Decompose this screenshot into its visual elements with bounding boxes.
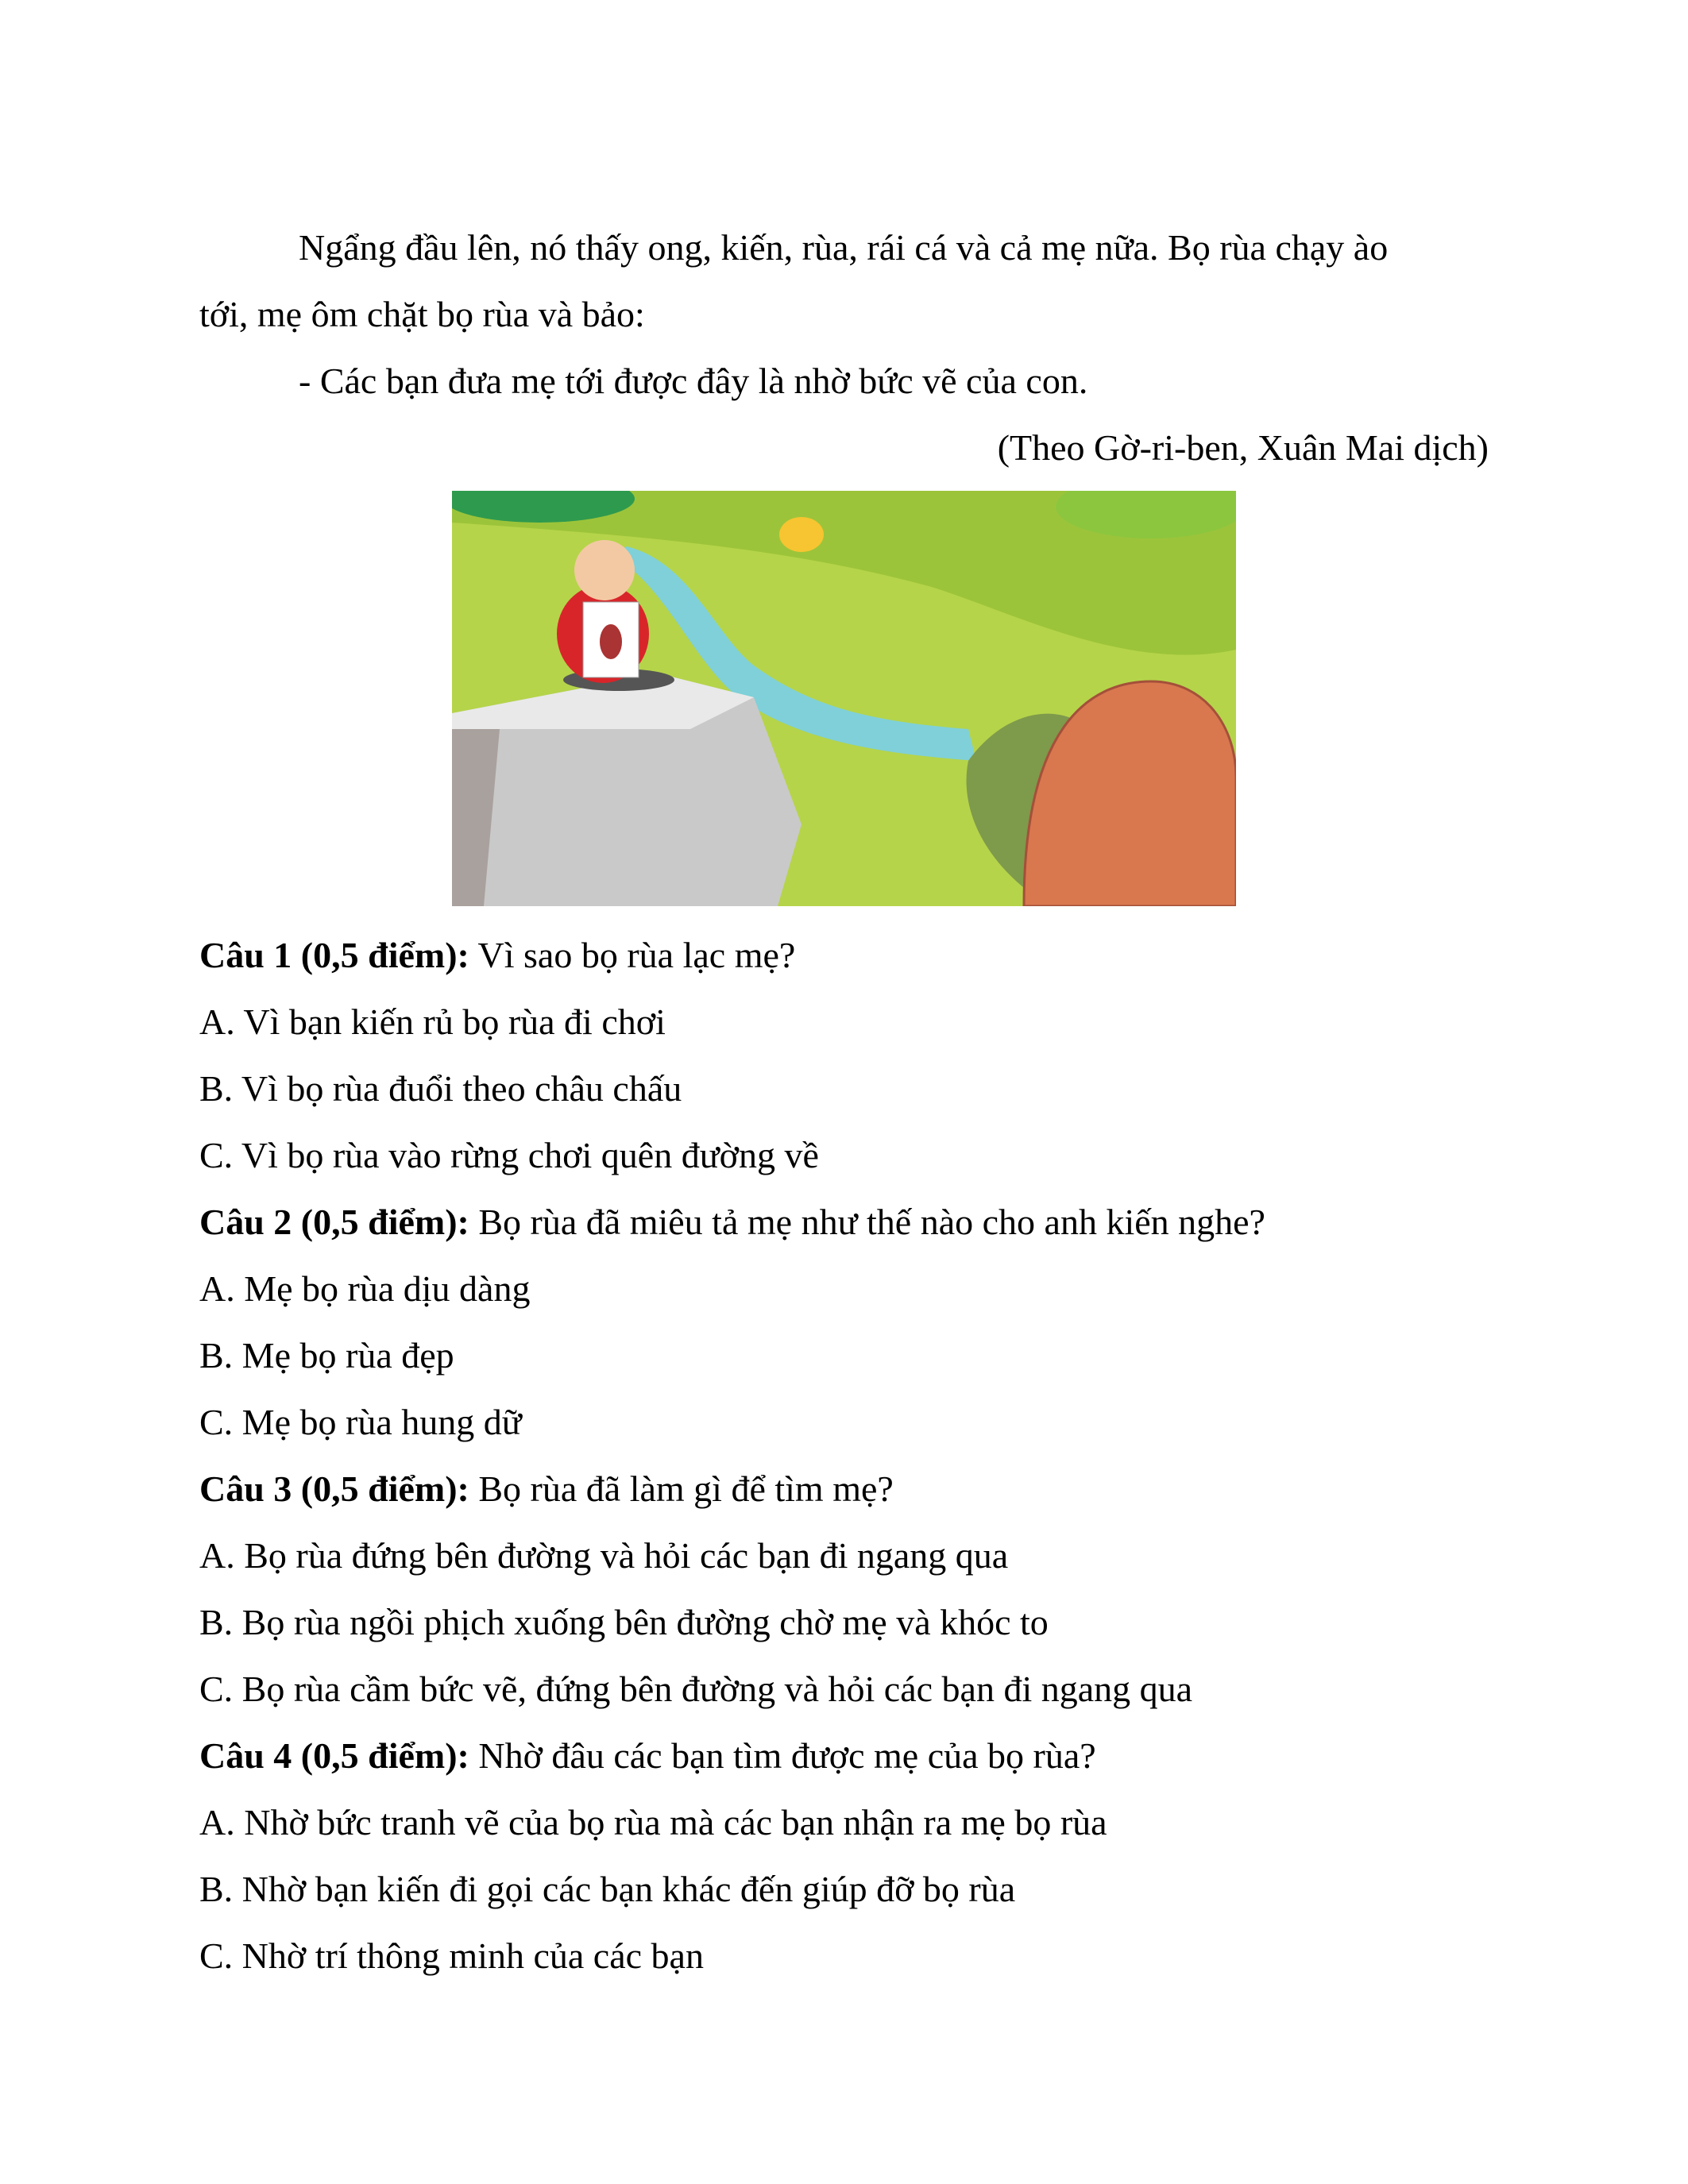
answer-option: A. Nhờ bức tranh vẽ của bọ rùa mà các bạn nhận ra mẹ bọ rùa bbox=[199, 1802, 1107, 1843]
source-citation: (Theo Gờ-ri-ben, Xuân Mai dịch) bbox=[997, 427, 1489, 468]
question-label: Câu 2 (0,5 điểm): bbox=[199, 1202, 469, 1242]
answer-option: C. Vì bọ rùa vào rừng chơi quên đường về bbox=[199, 1135, 819, 1175]
question-label: Câu 4 (0,5 điểm): bbox=[199, 1735, 469, 1776]
dialogue-line: - Các bạn đưa mẹ tới được đây là nhờ bức vẽ của con. bbox=[299, 361, 1088, 401]
answer-option: C. Bọ rùa cầm bức vẽ, đứng bên đường và hỏi các bạn đi ngang qua bbox=[199, 1669, 1193, 1709]
question-4 bbox=[199, 1723, 1489, 1789]
passage-line: Ngẩng đầu lên, nó thấy ong, kiến, rùa, rái cá và cả mẹ nữa. Bọ rùa chạy ào bbox=[299, 227, 1389, 268]
passage-line: tới, mẹ ôm chặt bọ rùa và bảo: bbox=[199, 294, 645, 334]
question-label: Câu 3 (0,5 điểm): bbox=[199, 1468, 469, 1509]
answer-option: B. Vì bọ rùa đuổi theo châu chấu bbox=[199, 1068, 682, 1109]
answer-option: B. Bọ rùa ngồi phịch xuống bên đường chờ mẹ và khóc to bbox=[199, 1602, 1049, 1642]
question-text: Vì sao bọ rùa lạc mẹ? bbox=[469, 935, 796, 975]
answer-option: C. Mẹ bọ rùa hung dữ bbox=[199, 1402, 522, 1442]
answer-option: A. Mẹ bọ rùa dịu dàng bbox=[199, 1268, 531, 1309]
ladybug-turtle-illustration bbox=[452, 491, 1236, 906]
question-1 bbox=[199, 922, 1489, 989]
question-3 bbox=[199, 1456, 1489, 1522]
question-text: Bọ rùa đã làm gì để tìm mẹ? bbox=[469, 1468, 894, 1509]
answer-option: B. Mẹ bọ rùa đẹp bbox=[199, 1335, 454, 1376]
question-label: Câu 1 (0,5 điểm): bbox=[199, 935, 469, 975]
question-text: Bọ rùa đã miêu tả mẹ như thế nào cho anh kiến nghe? bbox=[469, 1202, 1265, 1242]
question-2 bbox=[199, 1189, 1489, 1256]
answer-option: A. Bọ rùa đứng bên đường và hỏi các bạn đi ngang qua bbox=[199, 1535, 1009, 1576]
question-text: Nhờ đâu các bạn tìm được mẹ của bọ rùa? bbox=[469, 1735, 1096, 1776]
answer-option: A. Vì bạn kiến rủ bọ rùa đi chơi bbox=[199, 1001, 666, 1042]
answer-option: C. Nhờ trí thông minh của các bạn bbox=[199, 1935, 704, 1976]
answer-option: B. Nhờ bạn kiến đi gọi các bạn khác đến giúp đỡ bọ rùa bbox=[199, 1869, 1016, 1909]
